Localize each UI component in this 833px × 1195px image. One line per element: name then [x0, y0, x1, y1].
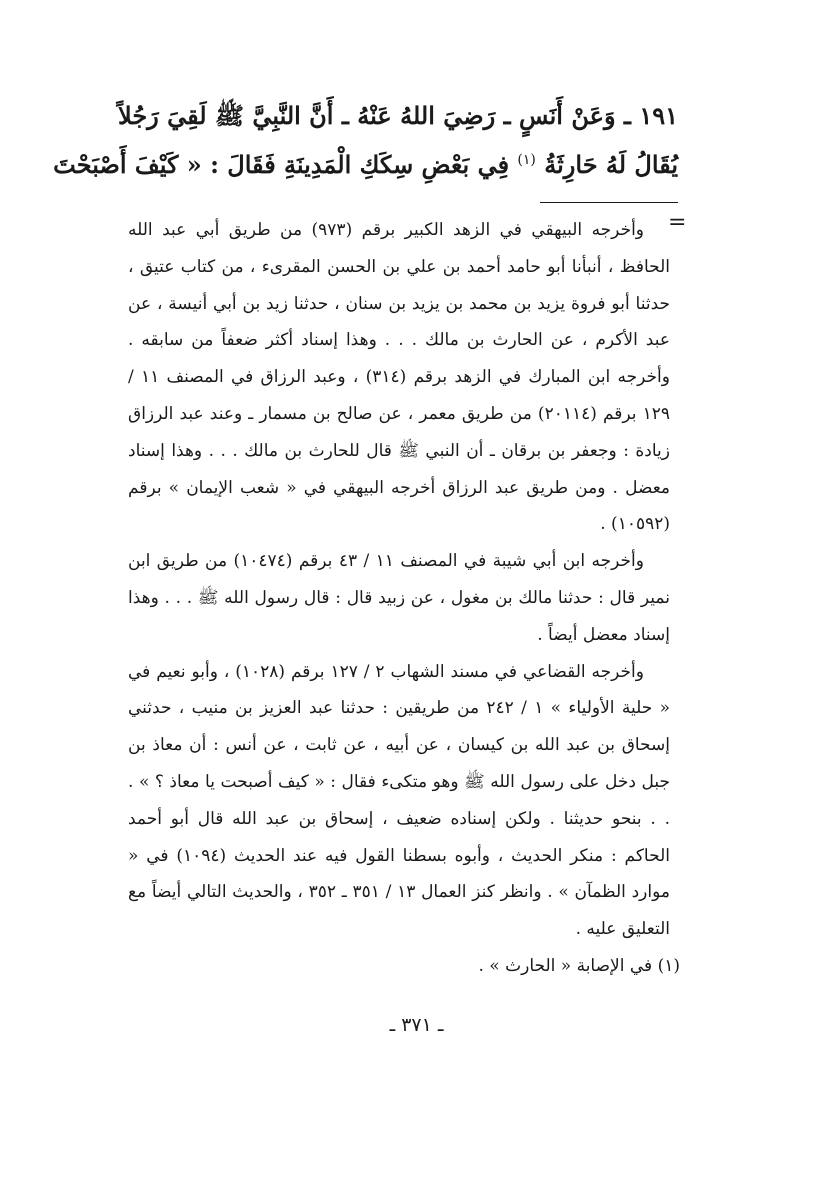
footnote-continuation-mark: = [668, 210, 687, 235]
footnote-paragraph-2: وأخرجه ابن أبي شيبة في المصنف ١١ / ٤٣ برقم (١٠٤٧٤) من طريق ابن نمير قال : حدثنا مالك بن مغول ، عن زبيد قال : قال رسول الله ﷺ . . . وهذا إسناد معضل أيضاً . [128, 551, 670, 645]
hadith-text [53, 94, 678, 187]
hadith-line-2 [53, 138, 678, 187]
page-number: ـ ٣٧١ ـ [389, 1014, 444, 1036]
hadith-line-2-start: يُقَالُ لَهُ حَارِثَةُ [544, 150, 678, 179]
footnote-reference: (١) [517, 152, 536, 168]
footnote-paragraph-1: وأخرجه البيهقي في الزهد الكبير برقم (٩٧٣) من طريق أبي عبد الله الحافظ ، أنبأنا أبو حامد أحمد بن علي بن الحسن المقرىء ، من كتاب عتيق ، حدثنا أبو فروة يزيد بن محمد بن يزيد بن سنان ، حدثنا زيد بن أبي أنيسة ، عن عبد الأكرم ، عن الحارث بن مالك . . . وهذا إسناد أكثر ضعفاً من سابقه . وأخرجه ابن المبارك في الزهد برقم (٣١٤) ، وعبد الرزاق في المصنف ١١ / ١٢٩ برقم (٢٠١١٤) من طريق معمر ، عن صالح بن مسمار ـ وعند عبد الرزاق زيادة : وجعفر بن برقان ـ أن النبي ﷺ قال للحارث بن مالك . . . وهذا إسناد معضل . ومن طريق عبد الرزاق أخرجه البيهقي في « شعب الإيمان » برقم (١٠٥٩٢) . [128, 220, 670, 535]
footnote-1: (١) في الإصابة « الحارث » . [478, 955, 680, 976]
hadith-line-1: ١٩١ ـ وَعَنْ أَنَسٍ ـ رَضِيَ اللهُ عَنْهُ ـ أَنَّ النَّبِيَّ ﷺ لَقِيَ رَجُلاً [118, 101, 678, 130]
footnote-paragraph-3: وأخرجه القضاعي في مسند الشهاب ٢ / ١٢٧ برقم (١٠٢٨) ، وأبو نعيم في « حلية الأولياء » ١ / ٢٤٢ من طريقين : حدثنا عبد العزيز بن منيب ، حدثني إسحاق بن عبد الله بن كيسان ، عن أبيه ، عن ثابت ، عن أنس : أن معاذ بن جبل دخل على رسول الله ﷺ وهو متكىء فقال : « كيف أصبحت يا معاذ ؟ » . . . بنحو حديثنا . ولكن إسناده ضعيف ، إسحاق بن عبد الله قال أبو أحمد الحاكم : منكر الحديث ، وأبوه بسطنا القول فيه عند الحديث (١٠٩٤) في « موارد الظمآن » . وانظر كنز العمال ١٣ / ٣٥١ ـ ٣٥٢ ، والحديث التالي أيضاً مع التعليق عليه . [128, 661, 671, 940]
hadith-line-2-end: فِي بَعْضِ سِكَكِ الْمَدِينَةِ فَقَالَ : « كَيْفَ أَصْبَحْتَ [53, 150, 510, 179]
footnote-divider [540, 202, 678, 203]
footnotes [128, 212, 680, 985]
